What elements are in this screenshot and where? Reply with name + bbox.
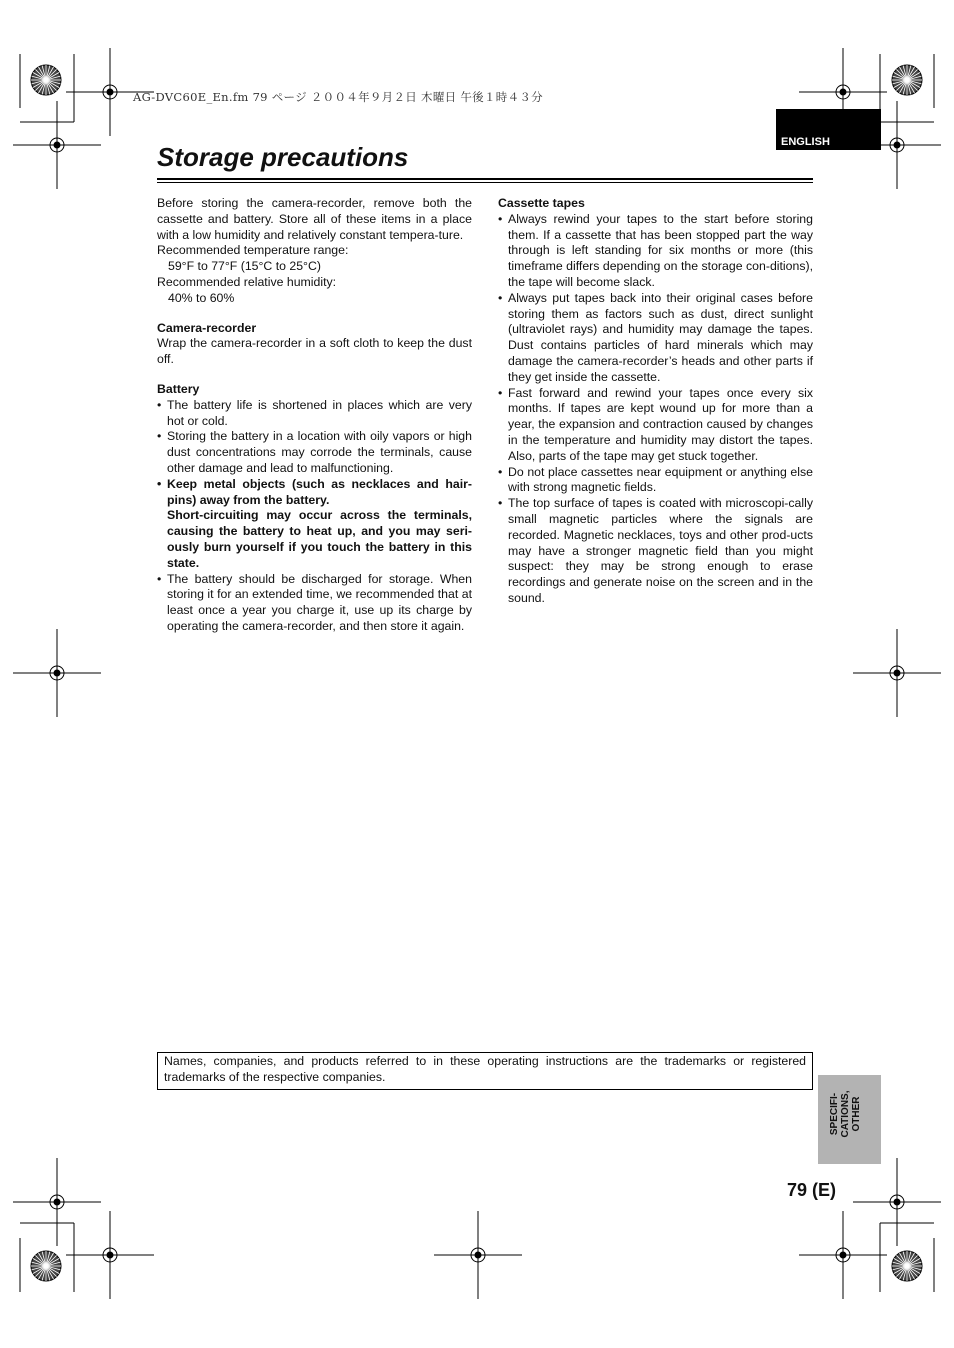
registration-mark-part bbox=[894, 142, 900, 148]
registration-mark-part bbox=[107, 1252, 113, 1258]
cassette-list bbox=[498, 212, 813, 607]
list-item: • Storing the battery in a location with oily vapors or high dust concentrations may corrode the terminals, cause other damage and lead to malfunctioning. bbox=[157, 429, 472, 476]
list-item: • Always put tapes back into their original cases before storing them as factors such as dust, direct sunlight (ultraviolet rays) and humidity may damage the tapes. Dust contains particles of hard minerals which may damage the camera-recorder’s heads and other parts if they get inside the cassette. bbox=[498, 291, 813, 386]
page-number: 79 (E) bbox=[787, 1180, 837, 1200]
humidity-value: 40% to 60% bbox=[168, 290, 235, 305]
list-item: • The battery should be discharged for storage. When storing it for an extended time, we recommended that at least once a year you charge it, use up its charge by operating the camera-recorder, and then store it again. bbox=[157, 572, 472, 635]
page-title: Storage precautions bbox=[157, 142, 409, 172]
registration-mark-part bbox=[54, 142, 60, 148]
registration-mark-part bbox=[54, 1199, 60, 1205]
file-info-header: AG-DVC60E_En.fm 79 ページ ２００４年９月２日 木曜日 午後１時４３分 bbox=[133, 90, 543, 104]
registration-mark-part bbox=[894, 1199, 900, 1205]
registration-mark-part bbox=[894, 670, 900, 676]
humidity-label: Recommended relative humidity: bbox=[157, 274, 337, 289]
temperature-label: Recommended temperature range: bbox=[157, 243, 349, 258]
registration-mark-part bbox=[840, 89, 846, 95]
registration-mark-part bbox=[840, 1252, 846, 1258]
title-rule-thick bbox=[157, 178, 813, 180]
registration-mark-part bbox=[54, 670, 60, 676]
cassette-heading: Cassette tapes bbox=[498, 196, 585, 210]
title-rule-thin bbox=[157, 182, 813, 183]
list-item: • Keep metal objects (such as necklaces and hair-pins) away from the battery. Short-circuiting may occur across the terminals, causing the battery to heat up, and you may seri-ously burn yourself if you touch the battery in this state. bbox=[157, 477, 472, 572]
side-tab-line: SPECIFI- bbox=[829, 1092, 840, 1136]
language-label: ENGLISH bbox=[781, 136, 830, 148]
list-item: • Fast forward and rewind your tapes once every six months. If tapes are kept wound up for more than a year, the expansion and contraction caused by changes in the temperature and humidity may distort the tapes. Also, parts of the tape may get stuck together. bbox=[498, 386, 813, 465]
side-tab-line: CATIONS, bbox=[840, 1090, 851, 1138]
section-side-tab bbox=[818, 1075, 881, 1164]
side-tab-line: OTHER bbox=[851, 1096, 862, 1132]
right-column bbox=[498, 196, 813, 607]
trademark-note: Names, companies, and products referred to in these operating instructions are the trademarks or registered trademarks of the respective companies. bbox=[157, 1052, 813, 1090]
warning-text: Short-circuiting may occur across the terminals, causing the battery to heat up, and you may seri-ously burn yourself if you touch the battery in this state. bbox=[167, 508, 472, 570]
list-item: • The top surface of tapes is coated with microscopi-cally small magnetic particles where the signals are recorded. Magnetic necklaces, toys and other prod-ucts may have a stronger magnetic field than you might suspect: they may be strong enough to erase recordings and generate noise on the screen and in the sound. bbox=[498, 496, 813, 607]
registration-mark-part bbox=[107, 89, 113, 95]
temperature-value: 59°F to 77°F (15°C to 25°C) bbox=[168, 259, 321, 274]
language-tab bbox=[776, 109, 881, 150]
registration-mark-part bbox=[475, 1252, 481, 1258]
camera-recorder-text: Wrap the camera-recorder in a soft cloth to keep the dust off. bbox=[157, 336, 472, 367]
camera-recorder-heading: Camera-recorder bbox=[157, 320, 257, 335]
list-item: • Always rewind your tapes to the start before storing them. If a cassette that has been stopped part the way through is left standing for six months or more (this timeframe differs depending on the storage con-ditions), the tape will become slack. bbox=[498, 212, 813, 291]
intro-paragraph: Before storing the camera-recorder, remove both the cassette and battery. Store all of these items in a place with a low humidity and relatively constant tempera-ture. bbox=[157, 196, 472, 242]
battery-heading: Battery bbox=[157, 381, 200, 396]
list-item: • The battery life is shortened in places which are very hot or cold. bbox=[157, 398, 472, 430]
left-column bbox=[157, 196, 472, 635]
battery-list bbox=[157, 398, 472, 635]
list-item: • Do not place cassettes near equipment or anything else with strong magnetic fields. bbox=[498, 465, 813, 497]
